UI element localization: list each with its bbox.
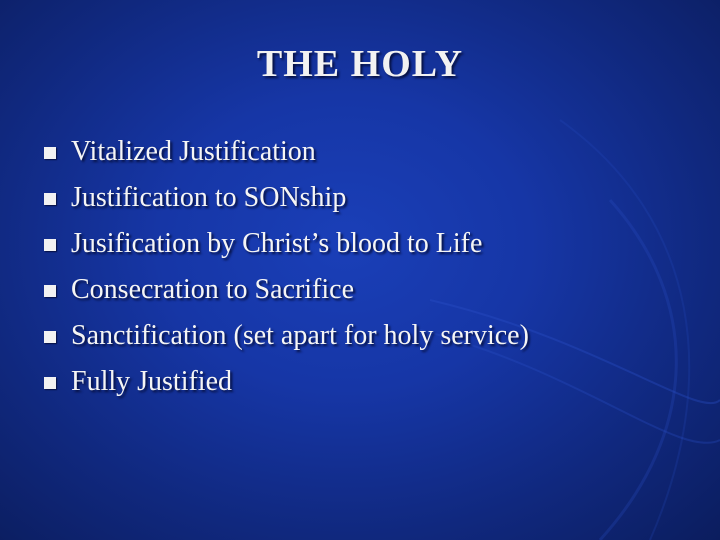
bullet-item	[44, 178, 529, 224]
square-bullet-icon	[44, 239, 56, 251]
square-bullet-icon	[44, 147, 56, 159]
square-bullet-icon	[44, 377, 56, 389]
bullet-text: Fully Justified	[71, 366, 233, 397]
slide-title: THE HOLY	[256, 43, 464, 85]
bullet-item	[44, 316, 529, 362]
bullet-text: Sanctification (set apart for holy service)	[71, 320, 529, 351]
square-bullet-icon	[44, 331, 56, 343]
bullet-item	[44, 224, 529, 270]
bullet-item	[44, 132, 529, 178]
square-bullet-icon	[44, 285, 56, 297]
square-bullet-icon	[44, 193, 56, 205]
bullet-list	[44, 132, 529, 408]
bullet-item	[44, 270, 529, 316]
bullet-text: Justification to SONship	[71, 182, 347, 213]
bullet-text: Vitalized Justification	[71, 136, 316, 167]
bullet-text: Jusification by Christ’s blood to Life	[71, 228, 483, 259]
bullet-item	[44, 362, 529, 408]
bullet-text: Consecration to Sacrifice	[71, 274, 355, 305]
